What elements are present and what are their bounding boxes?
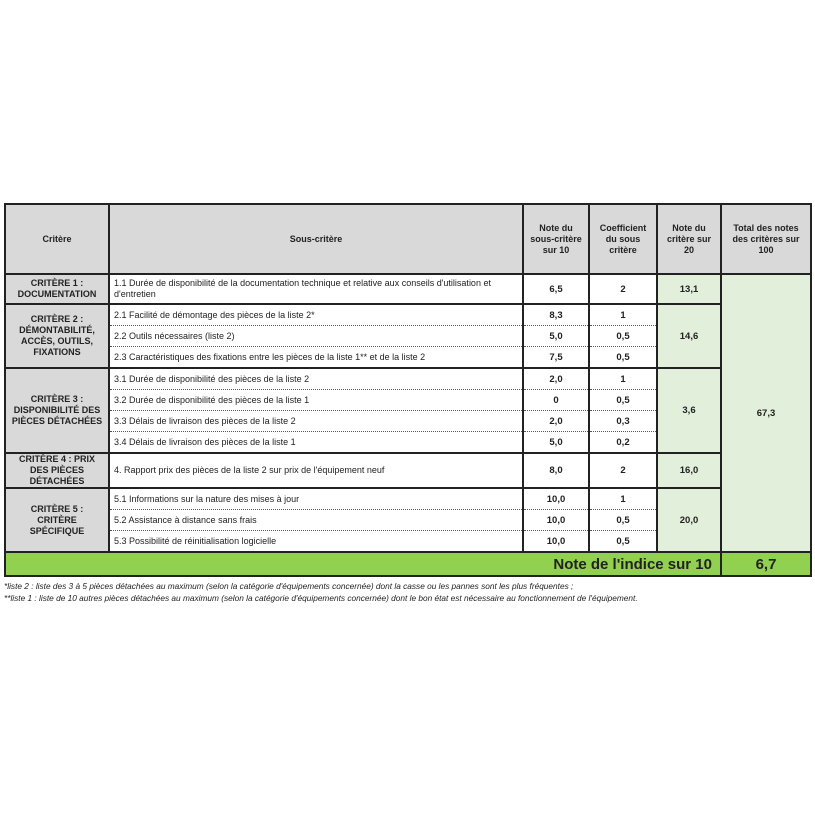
subcriterion-5-3-coef: 0,5 [589, 531, 657, 553]
subcriterion-2-2-coef: 0,5 [589, 326, 657, 347]
table-row [5, 453, 811, 488]
table-row [5, 304, 811, 326]
criterion-1-note20: 13,1 [657, 274, 721, 304]
final-score-value: 6,7 [721, 552, 811, 576]
subcriterion-2-1-coef: 1 [589, 304, 657, 326]
subcriterion-3-1: 3.1 Durée de disponibilité des pièces de la liste 2 [109, 368, 523, 390]
subcriterion-3-3: 3.3 Délais de livraison des pièces de la liste 2 [109, 411, 523, 432]
subcriterion-2-1-note: 8,3 [523, 304, 589, 326]
subcriterion-4-note: 8,0 [523, 453, 589, 488]
criterion-2-label: CRITÈRE 2 : DÉMONTABILITÉ, ACCÈS, OUTILS, FIXATIONS [5, 304, 109, 368]
subcriterion-5-2: 5.2 Assistance à distance sans frais [109, 510, 523, 531]
subcriterion-3-2-coef: 0,5 [589, 390, 657, 411]
header-coefficient: Coefficient du sous critère [589, 204, 657, 274]
criterion-1-label: CRITÈRE 1 : DOCUMENTATION [5, 274, 109, 304]
subcriterion-2-2: 2.2 Outils nécessaires (liste 2) [109, 326, 523, 347]
repairability-table [4, 203, 812, 577]
final-score-label: Note de l'indice sur 10 [5, 552, 721, 576]
subcriterion-1-1-coef: 2 [589, 274, 657, 304]
header-critere: Critère [5, 204, 109, 274]
footnote-liste-2: *liste 2 : liste des 3 à 5 pièces détachées au maximum (selon la catégorie d'équipements concernée) dont la casse ou les pannes sont les plus fréquentes ; [4, 581, 574, 591]
subcriterion-3-2-note: 0 [523, 390, 589, 411]
subcriterion-2-1: 2.1 Facilité de démontage des pièces de la liste 2* [109, 304, 523, 326]
subcriterion-5-2-note: 10,0 [523, 510, 589, 531]
header-total: Total des notes des critères sur 100 [721, 204, 811, 274]
subcriterion-2-3-coef: 0,5 [589, 347, 657, 369]
subcriterion-2-2-note: 5,0 [523, 326, 589, 347]
criterion-3-note20: 3,6 [657, 368, 721, 453]
subcriterion-5-2-coef: 0,5 [589, 510, 657, 531]
footnote-liste-1: **liste 1 : liste de 10 autres pièces détachées au maximum (selon la catégorie d'équipements concernée) dont le bon état est nécessaire au fonctionnement de l'équipement. [4, 593, 638, 603]
subcriterion-1-1-note: 6,5 [523, 274, 589, 304]
subcriterion-5-1-note: 10,0 [523, 488, 589, 510]
criterion-3-label: CRITÈRE 3 : DISPONIBILITÉ DES PIÈCES DÉTACHÉES [5, 368, 109, 453]
subcriterion-4-coef: 2 [589, 453, 657, 488]
table-row [5, 488, 811, 510]
subcriterion-5-1-coef: 1 [589, 488, 657, 510]
header-note-critere: Note du critère sur 20 [657, 204, 721, 274]
criterion-5-label: CRITÈRE 5 : CRITÈRE SPÉCIFIQUE [5, 488, 109, 552]
subcriterion-3-1-note: 2,0 [523, 368, 589, 390]
header-row [5, 204, 811, 274]
subcriterion-3-3-note: 2,0 [523, 411, 589, 432]
header-sous-critere: Sous-critère [109, 204, 523, 274]
subcriterion-3-4: 3.4 Délais de livraison des pièces de la liste 1 [109, 432, 523, 454]
subcriterion-3-4-coef: 0,2 [589, 432, 657, 454]
table-row [5, 368, 811, 390]
subcriterion-5-3-note: 10,0 [523, 531, 589, 553]
subcriterion-3-2: 3.2 Durée de disponibilité des pièces de la liste 1 [109, 390, 523, 411]
criterion-4-label: CRITÈRE 4 : PRIX DES PIÈCES DÉTACHÉES [5, 453, 109, 488]
subcriterion-2-3-note: 7,5 [523, 347, 589, 369]
subcriterion-1-1: 1.1 Durée de disponibilité de la documentation technique et relative aux conseils d'utilisation et d'entretien [109, 274, 523, 304]
subcriterion-3-4-note: 5,0 [523, 432, 589, 454]
subcriterion-4: 4. Rapport prix des pièces de la liste 2 sur prix de l'équipement neuf [109, 453, 523, 488]
header-note-sous-critere: Note du sous-critère sur 10 [523, 204, 589, 274]
subcriterion-2-3: 2.3 Caractéristiques des fixations entre les pièces de la liste 1** et de la liste 2 [109, 347, 523, 369]
repairability-index-sheet [4, 203, 810, 604]
table-row [5, 274, 811, 304]
subcriterion-3-3-coef: 0,3 [589, 411, 657, 432]
final-score-row [5, 552, 811, 576]
criterion-2-note20: 14,6 [657, 304, 721, 368]
subcriterion-5-1: 5.1 Informations sur la nature des mises à jour [109, 488, 523, 510]
subcriterion-3-1-coef: 1 [589, 368, 657, 390]
subcriterion-5-3: 5.3 Possibilité de réinitialisation logicielle [109, 531, 523, 553]
criterion-4-note20: 16,0 [657, 453, 721, 488]
footnotes [4, 580, 810, 604]
total-100-value: 67,3 [721, 274, 811, 552]
criterion-5-note20: 20,0 [657, 488, 721, 552]
